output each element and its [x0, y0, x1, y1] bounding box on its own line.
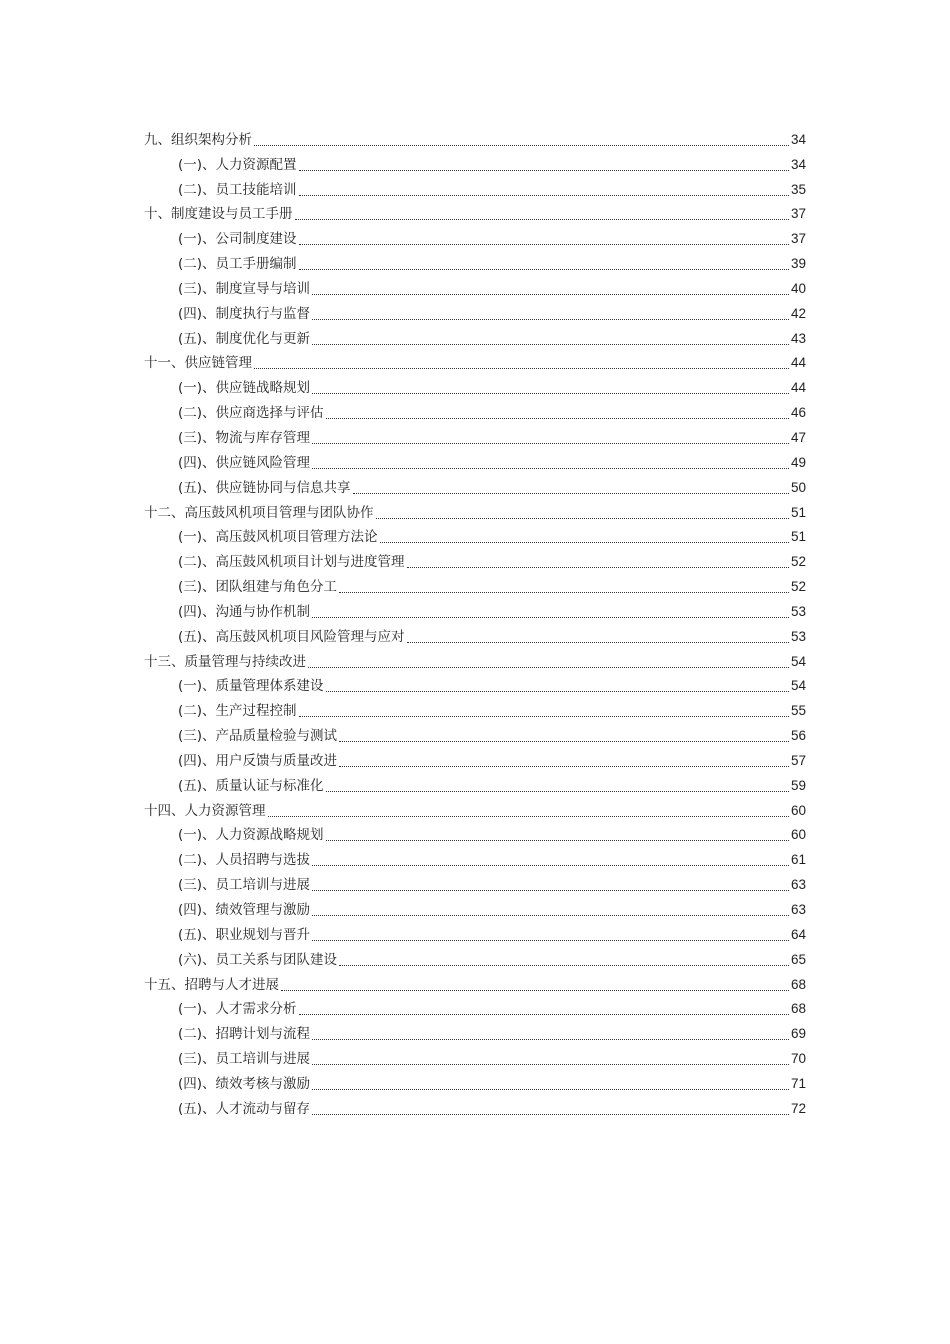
toc-dot-leader — [312, 1063, 789, 1065]
toc-entry-page-number: 34 — [790, 131, 806, 147]
toc-entry-title: (五)、质量认证与标准化 — [178, 777, 324, 794]
toc-entry-title: (一)、公司制度建设 — [178, 231, 297, 248]
toc-entry-page-number: 37 — [790, 231, 806, 247]
toc-entry-page-number: 55 — [790, 703, 806, 719]
toc-dot-leader — [380, 541, 789, 543]
toc-entry-page-number: 64 — [790, 926, 806, 942]
toc-section-entry[interactable] — [144, 846, 806, 871]
toc-section-entry[interactable] — [144, 151, 806, 176]
toc-entry-title: (六)、员工关系与团队建设 — [178, 951, 338, 968]
toc-dot-leader — [299, 169, 789, 171]
toc-entry-page-number: 54 — [790, 678, 806, 694]
toc-dot-leader — [299, 715, 789, 717]
toc-entry-page-number: 39 — [790, 256, 806, 272]
toc-entry-title: 十一、供应链管理 — [144, 355, 252, 372]
toc-section-entry[interactable] — [144, 1070, 806, 1095]
toc-chapter-entry[interactable] — [144, 499, 806, 524]
toc-entry-title: (二)、供应商选择与评估 — [178, 405, 324, 422]
toc-entry-title: 十三、质量管理与持续改进 — [144, 653, 306, 670]
toc-dot-leader — [339, 591, 789, 593]
toc-dot-leader — [299, 194, 789, 196]
toc-entry-page-number: 72 — [790, 1100, 806, 1116]
toc-chapter-entry[interactable] — [144, 971, 806, 996]
toc-dot-leader — [326, 690, 789, 692]
toc-entry-page-number: 47 — [790, 429, 806, 445]
toc-section-entry[interactable] — [144, 474, 806, 499]
toc-entry-page-number: 54 — [790, 653, 806, 669]
toc-dot-leader — [312, 864, 789, 866]
toc-entry-page-number: 37 — [790, 206, 806, 222]
toc-entry-title: (三)、制度宣导与培训 — [178, 280, 311, 297]
toc-dot-leader — [299, 268, 789, 270]
toc-dot-leader — [312, 914, 789, 916]
toc-chapter-entry[interactable] — [144, 126, 806, 151]
toc-dot-leader — [312, 889, 789, 891]
toc-chapter-entry[interactable] — [144, 201, 806, 226]
toc-entry-page-number: 68 — [790, 976, 806, 992]
toc-entry-page-number: 65 — [790, 951, 806, 967]
toc-entry-title: (四)、沟通与协作机制 — [178, 603, 311, 620]
toc-dot-leader — [339, 765, 789, 767]
toc-entry-page-number: 61 — [790, 852, 806, 868]
toc-section-entry[interactable] — [144, 374, 806, 399]
toc-entry-title: 十二、高压鼓风机项目管理与团队协作 — [144, 504, 374, 521]
toc-entry-title: (二)、人员招聘与选拔 — [178, 852, 311, 869]
toc-entry-title: (一)、供应链战略规划 — [178, 380, 311, 397]
toc-entry-title: (二)、员工手册编制 — [178, 256, 297, 273]
toc-entry-title: (三)、产品质量检验与测试 — [178, 728, 338, 745]
toc-dot-leader — [326, 417, 789, 419]
toc-section-entry[interactable] — [144, 896, 806, 921]
toc-section-entry[interactable] — [144, 697, 806, 722]
toc-section-entry[interactable] — [144, 424, 806, 449]
toc-entry-page-number: 42 — [790, 305, 806, 321]
toc-entry-page-number: 70 — [790, 1051, 806, 1067]
toc-entry-title: (一)、质量管理体系建设 — [178, 678, 324, 695]
toc-entry-page-number: 53 — [790, 603, 806, 619]
toc-dot-leader — [295, 218, 789, 220]
toc-entry-title: (一)、人力资源战略规划 — [178, 827, 324, 844]
table-of-contents — [144, 126, 806, 1120]
toc-dot-leader — [312, 392, 789, 394]
toc-section-entry[interactable] — [144, 1045, 806, 1070]
toc-section-entry[interactable] — [144, 176, 806, 201]
toc-section-entry[interactable] — [144, 747, 806, 772]
toc-chapter-entry[interactable] — [144, 797, 806, 822]
toc-entry-title: (二)、员工技能培训 — [178, 181, 297, 198]
toc-dot-leader — [299, 243, 789, 245]
toc-entry-title: (五)、人才流动与留存 — [178, 1100, 311, 1117]
toc-entry-title: (五)、制度优化与更新 — [178, 330, 311, 347]
toc-entry-title: (一)、高压鼓风机项目管理方法论 — [178, 529, 378, 546]
toc-entry-title: (四)、绩效考核与激励 — [178, 1075, 311, 1092]
toc-section-entry[interactable] — [144, 772, 806, 797]
toc-dot-leader — [312, 1038, 789, 1040]
toc-entry-page-number: 51 — [790, 529, 806, 545]
toc-section-entry[interactable] — [144, 1020, 806, 1045]
toc-section-entry[interactable] — [144, 250, 806, 275]
toc-dot-leader — [326, 839, 789, 841]
toc-entry-title: (四)、用户反馈与质量改进 — [178, 752, 338, 769]
toc-dot-leader — [407, 641, 789, 643]
toc-entry-page-number: 71 — [790, 1075, 806, 1091]
toc-dot-leader — [339, 964, 789, 966]
toc-entry-page-number: 52 — [790, 554, 806, 570]
toc-entry-title: (五)、高压鼓风机项目风险管理与应对 — [178, 628, 405, 645]
toc-section-entry[interactable] — [144, 225, 806, 250]
toc-entry-title: (一)、人力资源配置 — [178, 156, 297, 173]
toc-entry-page-number: 35 — [790, 181, 806, 197]
toc-dot-leader — [376, 517, 789, 519]
toc-entry-page-number: 50 — [790, 479, 806, 495]
toc-section-entry[interactable] — [144, 548, 806, 573]
toc-entry-page-number: 44 — [790, 355, 806, 371]
toc-entry-title: (一)、人才需求分析 — [178, 1001, 297, 1018]
toc-entry-title: (三)、物流与库存管理 — [178, 429, 311, 446]
toc-entry-page-number: 63 — [790, 877, 806, 893]
toc-section-entry[interactable] — [144, 573, 806, 598]
toc-section-entry[interactable] — [144, 673, 806, 698]
toc-entry-page-number: 60 — [790, 802, 806, 818]
toc-entry-page-number: 56 — [790, 728, 806, 744]
toc-dot-leader — [312, 442, 789, 444]
toc-section-entry[interactable] — [144, 524, 806, 549]
toc-section-entry[interactable] — [144, 275, 806, 300]
toc-entry-page-number: 69 — [790, 1026, 806, 1042]
toc-entry-title: (三)、员工培训与进展 — [178, 877, 311, 894]
toc-section-entry[interactable] — [144, 399, 806, 424]
toc-chapter-entry[interactable] — [144, 350, 806, 375]
toc-dot-leader — [312, 1088, 789, 1090]
toc-dot-leader — [312, 343, 789, 345]
toc-dot-leader — [268, 815, 789, 817]
toc-dot-leader — [312, 1113, 789, 1115]
toc-entry-title: (二)、生产过程控制 — [178, 703, 297, 720]
toc-dot-leader — [254, 144, 789, 146]
toc-dot-leader — [312, 467, 789, 469]
toc-entry-page-number: 46 — [790, 405, 806, 421]
toc-entry-page-number: 59 — [790, 777, 806, 793]
toc-entry-title: 十五、招聘与人才进展 — [144, 976, 279, 993]
toc-dot-leader — [312, 318, 789, 320]
toc-dot-leader — [326, 790, 789, 792]
toc-section-entry[interactable] — [144, 449, 806, 474]
toc-dot-leader — [312, 616, 789, 618]
toc-entry-title: (三)、团队组建与角色分工 — [178, 579, 338, 596]
toc-entry-page-number: 51 — [790, 504, 806, 520]
toc-dot-leader — [312, 293, 789, 295]
toc-section-entry[interactable] — [144, 598, 806, 623]
toc-entry-page-number: 43 — [790, 330, 806, 346]
toc-entry-page-number: 49 — [790, 454, 806, 470]
toc-section-entry[interactable] — [144, 1095, 806, 1120]
toc-entry-title: 十、制度建设与员工手册 — [144, 206, 293, 223]
toc-entry-title: (四)、绩效管理与激励 — [178, 902, 311, 918]
toc-entry-title: 九、组织架构分析 — [144, 131, 252, 148]
toc-entry-title: (二)、高压鼓风机项目计划与进度管理 — [178, 554, 405, 571]
toc-chapter-entry[interactable] — [144, 648, 806, 673]
toc-section-entry[interactable] — [144, 325, 806, 350]
toc-dot-leader — [339, 740, 789, 742]
toc-section-entry[interactable] — [144, 946, 806, 971]
toc-entry-page-number: 57 — [790, 752, 806, 768]
toc-entry-page-number: 53 — [790, 628, 806, 644]
toc-entry-title: 十四、人力资源管理 — [144, 802, 266, 819]
toc-dot-leader — [407, 566, 789, 568]
toc-section-entry[interactable] — [144, 921, 806, 946]
toc-entry-page-number: 68 — [790, 1001, 806, 1017]
toc-entry-page-number: 40 — [790, 280, 806, 296]
toc-entry-page-number: 60 — [790, 827, 806, 843]
toc-dot-leader — [308, 666, 789, 668]
toc-dot-leader — [353, 492, 789, 494]
toc-entry-title: (五)、供应链协同与信息共享 — [178, 479, 351, 496]
toc-entry-page-number: 52 — [790, 579, 806, 595]
toc-section-entry[interactable] — [144, 722, 806, 747]
toc-entry-title: (二)、招聘计划与流程 — [178, 1026, 311, 1043]
toc-section-entry[interactable] — [144, 822, 806, 847]
toc-dot-leader — [312, 939, 789, 941]
toc-dot-leader — [254, 367, 789, 369]
toc-section-entry[interactable] — [144, 623, 806, 648]
toc-entry-title: (四)、制度执行与监督 — [178, 305, 311, 322]
toc-entry-page-number: 44 — [790, 380, 806, 396]
toc-entry-page-number: 34 — [790, 156, 806, 172]
toc-entry-title: (三)、员工培训与进展 — [178, 1051, 311, 1068]
toc-dot-leader — [299, 1013, 789, 1015]
toc-section-entry[interactable] — [144, 300, 806, 325]
toc-entry-title: (五)、职业规划与晋升 — [178, 926, 311, 943]
toc-section-entry[interactable] — [144, 996, 806, 1021]
toc-entry-title: (四)、供应链风险管理 — [178, 454, 311, 471]
toc-entry-page-number: 63 — [790, 902, 806, 917]
toc-section-entry[interactable] — [144, 871, 806, 896]
toc-dot-leader — [281, 989, 789, 991]
